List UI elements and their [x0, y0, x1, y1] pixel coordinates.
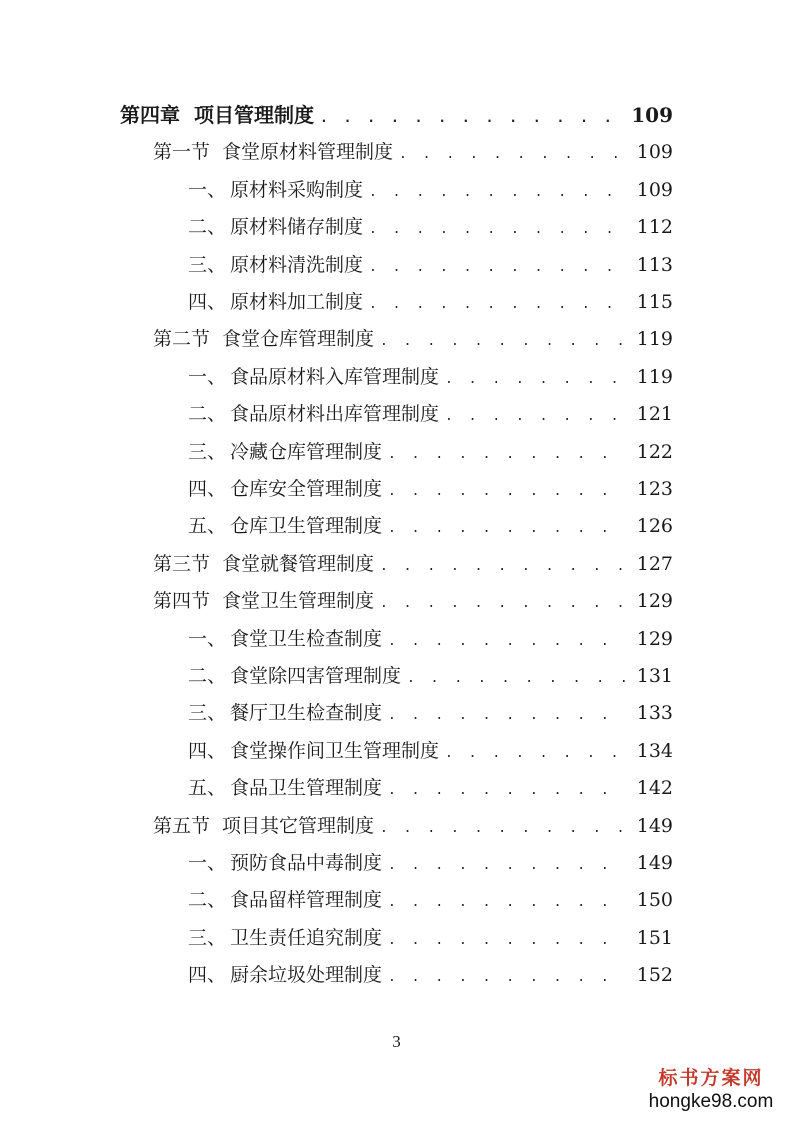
page-number: 3	[392, 1032, 401, 1051]
toc-entry-number: 二、	[188, 665, 227, 687]
toc-subsection[interactable]	[188, 399, 673, 429]
dot-leader	[407, 664, 627, 694]
toc-entry-title: 食堂仓库管理制度	[222, 328, 375, 351]
toc-page-number: 109	[631, 103, 673, 127]
toc-page-number: 129	[636, 590, 673, 613]
toc-page-number: 109	[636, 141, 673, 164]
dot-leader	[380, 552, 627, 582]
toc-entry-title: 原材料储存制度	[230, 216, 364, 239]
toc-entry-title: 仓库安全管理制度	[230, 478, 383, 500]
toc-subsection[interactable]	[188, 624, 673, 654]
toc-entry-number: 四、	[188, 739, 227, 762]
toc-entry-number: 第三节	[153, 552, 211, 575]
toc-entry-title: 原材料采购制度	[230, 178, 364, 201]
toc-entry-title: 预防食品中毒制度	[230, 852, 383, 874]
toc-page-number: 121	[636, 403, 673, 426]
toc-page-number: 151	[636, 926, 673, 949]
toc-page-number: 134	[636, 739, 673, 762]
toc-entry-number: 三、	[188, 440, 227, 463]
toc-entry-title: 食堂除四害管理制度	[230, 665, 402, 687]
toc-entry-title: 食堂卫生管理制度	[222, 590, 375, 613]
toc-subsection[interactable]	[188, 175, 673, 205]
toc-page-number: 149	[636, 814, 673, 837]
toc-section[interactable]	[153, 137, 673, 167]
dot-leader	[388, 888, 627, 918]
toc-entry-number: 第四章	[120, 103, 180, 127]
toc-entry-title: 食堂就餐管理制度	[222, 552, 375, 575]
toc-entry-title: 仓库卫生管理制度	[230, 515, 383, 538]
toc-subsection[interactable]	[188, 362, 673, 392]
toc-entry-title: 卫生责任追究制度	[230, 926, 383, 949]
toc-entry-number: 第四节	[153, 590, 211, 613]
toc-entry-number: 第五节	[153, 814, 211, 837]
dot-leader	[369, 290, 627, 320]
toc-page-number: 113	[636, 253, 673, 276]
dot-leader	[369, 253, 627, 283]
toc-subsection[interactable]	[188, 923, 673, 953]
toc-entry-title: 食品原材料入库管理制度	[230, 365, 440, 388]
dot-leader	[388, 851, 627, 881]
toc-page-number: 123	[636, 478, 673, 500]
toc-entry-number: 第二节	[153, 328, 211, 351]
toc-entry-title: 原材料加工制度	[230, 291, 364, 313]
toc-entry-number: 四、	[188, 964, 227, 987]
toc-subsection[interactable]	[188, 250, 673, 280]
toc-page-number: 133	[636, 702, 673, 725]
toc-subsection[interactable]	[188, 698, 673, 728]
toc-entry-title: 项目其它管理制度	[222, 814, 375, 837]
toc-entry-title: 食品留样管理制度	[230, 889, 383, 912]
toc-subsection[interactable]	[188, 960, 673, 990]
toc-entry-title: 食品原材料出库管理制度	[230, 403, 440, 426]
toc-entry-number: 第一节	[153, 141, 211, 164]
dot-leader	[399, 140, 627, 170]
dot-leader	[388, 963, 627, 993]
dot-leader	[380, 814, 627, 844]
toc-entry-number: 二、	[188, 216, 227, 239]
toc-subsection[interactable]	[188, 773, 673, 803]
toc-section[interactable]	[153, 324, 673, 354]
dot-leader	[445, 402, 627, 432]
toc-subsection[interactable]	[188, 287, 673, 317]
toc-entry-title: 厨余垃圾处理制度	[230, 964, 383, 987]
toc-subsection[interactable]	[188, 661, 673, 691]
toc-entry-title: 原材料清洗制度	[230, 253, 364, 276]
toc-page-number: 149	[636, 852, 673, 874]
watermark-name: 标书方案网	[658, 1068, 764, 1089]
toc-subsection[interactable]	[188, 736, 673, 766]
toc-subsection[interactable]	[188, 474, 673, 504]
toc-entry-number: 三、	[188, 253, 227, 276]
toc-entry-title: 食品卫生管理制度	[230, 777, 383, 800]
toc-page-number: 129	[636, 627, 673, 650]
toc-page-number: 122	[636, 440, 673, 463]
toc-entry-title: 项目管理制度	[194, 103, 314, 127]
toc-subsection[interactable]	[188, 511, 673, 541]
toc-subsection[interactable]	[188, 212, 673, 242]
toc-entry-title: 食堂操作间卫生管理制度	[230, 739, 440, 762]
toc-entry-number: 一、	[188, 627, 227, 650]
toc-page-number: 119	[636, 365, 673, 388]
toc-chapter[interactable]	[120, 100, 673, 130]
toc-page-number: 109	[636, 178, 673, 201]
dot-leader	[445, 739, 627, 769]
dot-leader	[388, 776, 627, 806]
toc-page-number: 127	[636, 552, 673, 575]
watermark	[641, 1068, 781, 1114]
dot-leader	[388, 514, 627, 544]
toc-page-number: 126	[636, 515, 673, 538]
toc-entry-number: 四、	[188, 291, 227, 313]
toc-entry-number: 五、	[188, 777, 227, 800]
toc-section[interactable]	[153, 549, 673, 579]
dot-leader	[388, 440, 627, 470]
toc-entry-title: 食堂原材料管理制度	[222, 141, 394, 164]
dot-leader	[369, 178, 627, 208]
toc-entry-number: 三、	[188, 702, 227, 725]
toc-page-number: 131	[636, 665, 673, 687]
toc-section[interactable]	[153, 586, 673, 616]
toc-entry-number: 三、	[188, 926, 227, 949]
dot-leader	[445, 365, 627, 395]
toc-entry-number: 一、	[188, 178, 227, 201]
toc-entry-number: 一、	[188, 852, 227, 874]
toc-page-number: 115	[636, 291, 673, 313]
dot-leader	[380, 589, 627, 619]
toc-entry-number: 五、	[188, 515, 227, 538]
dot-leader	[388, 701, 627, 731]
toc-entry-number: 一、	[188, 365, 227, 388]
dot-leader	[388, 627, 627, 657]
toc-page-number: 152	[636, 964, 673, 987]
watermark-url: hongke98.com	[648, 1091, 774, 1112]
toc-entry-title: 冷藏仓库管理制度	[230, 440, 383, 463]
toc-page-number: 112	[636, 216, 673, 239]
toc-entry-number: 二、	[188, 403, 227, 426]
toc-subsection[interactable]	[188, 885, 673, 915]
dot-leader	[369, 215, 627, 245]
dot-leader	[388, 926, 627, 956]
toc-section[interactable]	[153, 811, 673, 841]
toc-subsection[interactable]	[188, 848, 673, 878]
toc-entry-title: 食堂卫生检查制度	[230, 627, 383, 650]
toc-page-number: 119	[636, 328, 673, 351]
dot-leader	[380, 327, 627, 357]
toc-page-number: 150	[636, 889, 673, 912]
toc-entry-number: 四、	[188, 478, 227, 500]
toc-entry-title: 餐厅卫生检查制度	[230, 702, 383, 725]
toc-entry-number: 二、	[188, 889, 227, 912]
toc-subsection[interactable]	[188, 437, 673, 467]
dot-leader	[320, 104, 621, 134]
toc-page-number: 142	[636, 777, 673, 800]
dot-leader	[388, 477, 627, 507]
